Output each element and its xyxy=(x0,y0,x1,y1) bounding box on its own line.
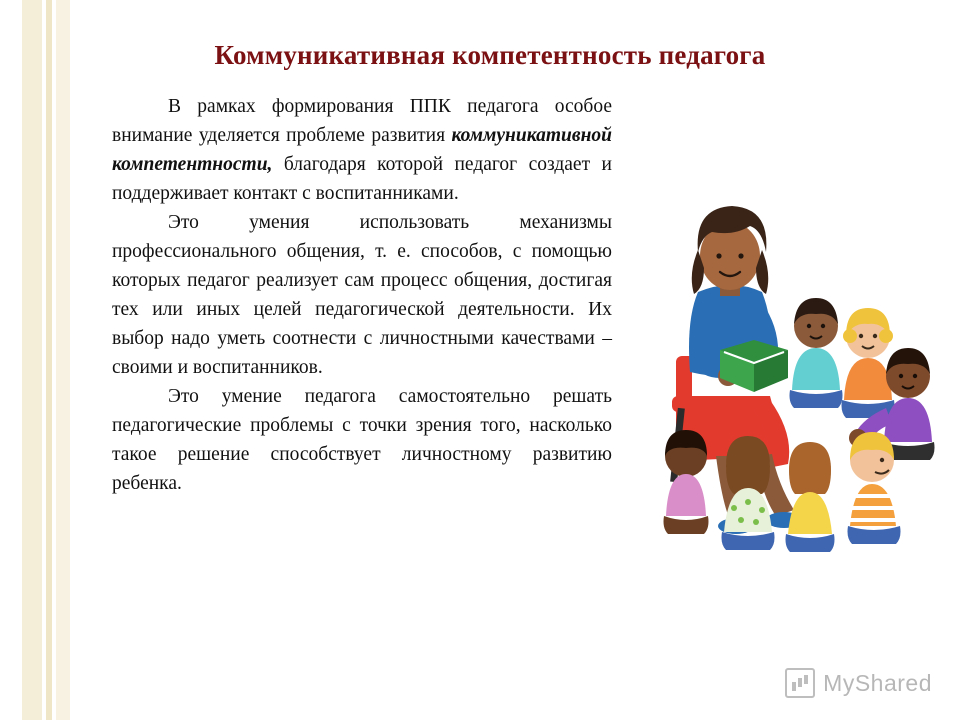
paragraph-2 xyxy=(112,208,612,382)
child-figure-yellow-back xyxy=(786,442,835,552)
paragraph-1 xyxy=(112,92,612,208)
slide-title: Коммуникативная компетентность педагога xyxy=(214,40,766,70)
chart-icon xyxy=(785,668,815,698)
decorative-stripe-inner xyxy=(56,0,70,720)
watermark xyxy=(785,668,932,698)
child-figure-orange xyxy=(842,308,895,418)
paragraph-2-run-1: Это умения использовать механизмы профессионального общения, т. е. способов, с помощью которых педагог реализует сам процесс общения, достигая тех или иных целей педагогической деятельности. Их выбор надо уметь соотнести с личностными качествами – своими и воспитанников. xyxy=(112,212,612,378)
paragraph-3 xyxy=(112,382,612,498)
paragraph-3-run-1: Это умение педагога самостоятельно решать педагогические проблемы с точки зрения того, насколько такое решение способствует личностному развитию ребенка. xyxy=(112,386,612,494)
watermark-text: MyShared xyxy=(823,669,932,696)
paragraph-1-emphasis: коммуникативной компетентности, xyxy=(112,125,612,175)
child-figure-pink-back xyxy=(664,430,709,534)
decorative-stripe-middle xyxy=(46,0,52,720)
paragraph-1-run-1: В рамках формирования ППК педагога особое внимание уделяется проблеме развития xyxy=(112,96,612,146)
teacher-reading-to-children-illustration xyxy=(620,160,950,580)
decorative-stripe-outer xyxy=(22,0,42,720)
child-figure-striped-back xyxy=(848,432,901,544)
paragraph-1-run-3: благодаря которой педагог создает и поддерживает контакт с воспитанниками. xyxy=(112,154,612,204)
child-figure-teal xyxy=(790,298,843,408)
slide-body xyxy=(112,92,612,498)
